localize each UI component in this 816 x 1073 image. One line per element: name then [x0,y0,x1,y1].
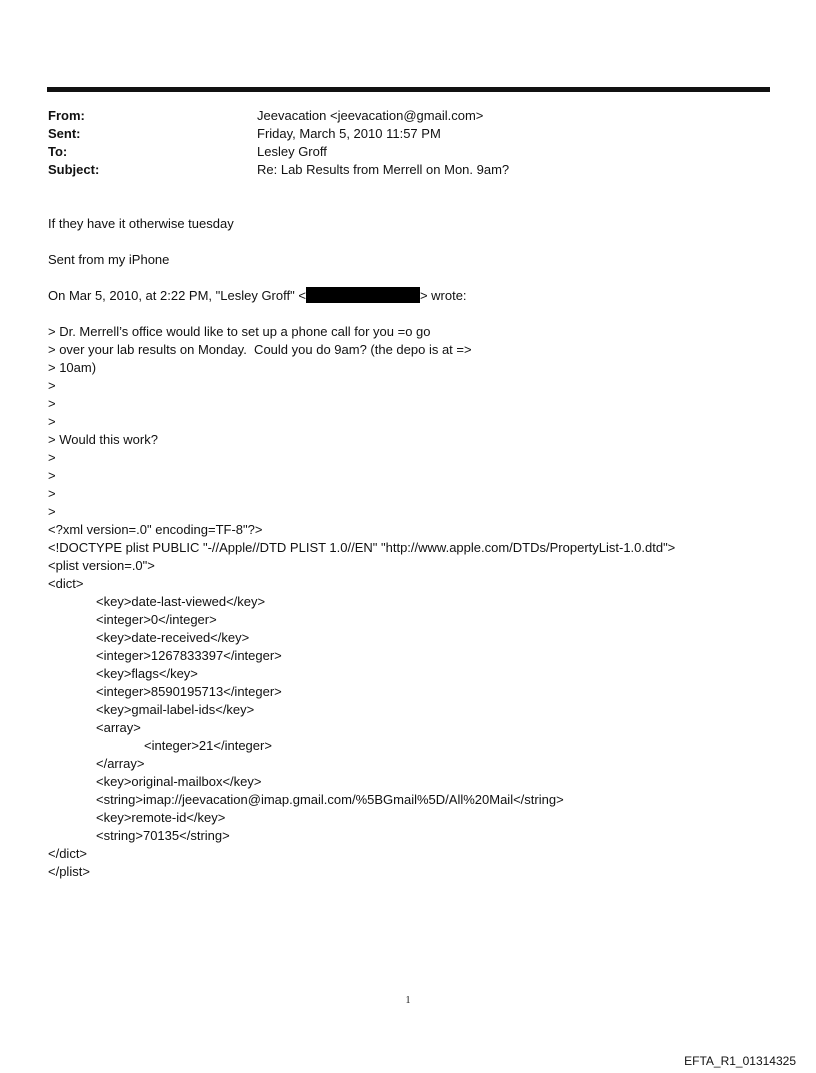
plist-line: <integer>1267833397</integer> [96,648,282,663]
header-rule [47,87,770,92]
quoted-line: > [48,414,56,429]
plist-line: <key>gmail-label-ids</key> [96,702,255,717]
quoted-line: > Dr. Merrell’s office would like to set up a phone call for you =o go [48,324,431,339]
plist-line: </array> [96,756,145,771]
plist-line: </plist> [48,864,90,879]
to-label: To: [48,144,68,159]
plist-line: <key>flags</key> [96,666,198,681]
to-value: Lesley Groff [257,144,327,159]
redaction-box [306,287,420,303]
quote-intro-after: > wrote: [419,288,467,303]
plist-line: <!DOCTYPE plist PUBLIC "-//Apple//DTD PLIST 1.0//EN" "http://www.apple.com/DTDs/PropertyList-1.0.dtd"> [48,540,676,555]
plist-line: <array> [96,720,141,735]
plist-line: <string>imap://jeevacation@imap.gmail.com/%5BGmail%5D/All%20Mail</string> [96,792,564,807]
plist-line: <?xml version=.0" encoding=TF-8"?> [48,522,263,537]
quoted-line: > 10am) [48,360,97,375]
plist-line: <key>remote-id</key> [96,810,226,825]
plist-line: <integer>8590195713</integer> [96,684,282,699]
plist-line: <key>original-mailbox</key> [96,774,262,789]
quoted-line: > [48,504,56,519]
plist-line: <dict> [48,576,84,591]
from-value: Jeevacation <jeevacation@gmail.com> [257,108,484,123]
sent-value: Friday, March 5, 2010 11:57 PM [257,126,441,141]
quote-intro-before: On Mar 5, 2010, at 2:22 PM, "Lesley Groff" < [48,288,306,303]
subject-label: Subject: [48,162,100,177]
from-label: From: [48,108,85,123]
plist-line: <string>70135</string> [96,828,230,843]
plist-line: <integer>0</integer> [96,612,217,627]
page-number: 1 [405,995,411,1006]
quoted-line: > [48,396,56,411]
plist-line: <key>date-received</key> [96,630,250,645]
subject-value: Re: Lab Results from Merrell on Mon. 9am? [257,162,510,177]
plist-line: <plist version=.0"> [48,558,155,573]
body-line: If they have it otherwise tuesday [48,216,234,231]
plist-line: <key>date-last-viewed</key> [96,594,266,609]
plist-line: </dict> [48,846,88,861]
quoted-line: > over your lab results on Monday. Could you do 9am? (the depo is at => [48,342,472,357]
quoted-line: > [48,450,56,465]
quoted-line: > [48,468,56,483]
plist-line: <integer>21</integer> [144,738,272,753]
bates-number: EFTA_R1_01314325 [684,1054,796,1068]
signature-line: Sent from my iPhone [48,252,170,267]
quoted-line: > Would this work? [48,432,158,447]
quote-intro [48,287,467,305]
quoted-line: > [48,486,56,501]
sent-label: Sent: [48,126,81,141]
quoted-line: > [48,378,56,393]
